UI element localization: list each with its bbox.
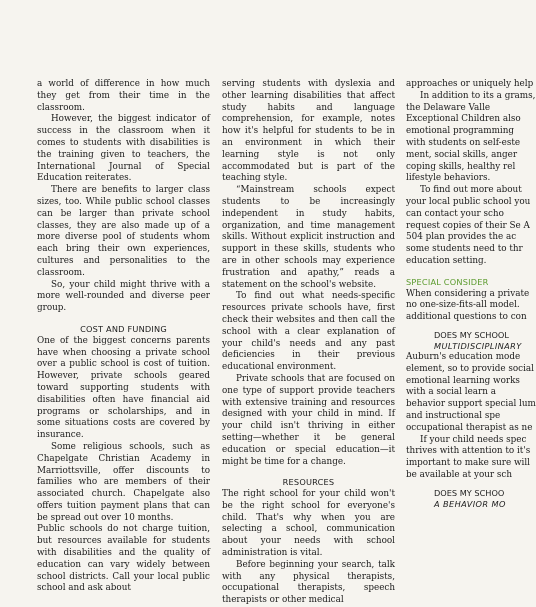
paragraph: If your child needs spec thrives with attention to it's important to make sure will be available at your sch	[406, 434, 531, 480]
text-column-middle	[222, 79, 395, 607]
paragraph: “Mainstream schools expect students to be increasingly independent in study habits, organization, and time management skills. Without explicit instruction and support in these skills, students who are in other schools may experience frustration and apathy,” reads a statement on the school's website.	[222, 185, 395, 290]
question-heading-line: DOES MY SCHOOL	[434, 329, 509, 340]
section-heading-special-considerations: SPECIAL CONSIDER	[406, 276, 489, 287]
section-heading-resources: RESOURCES	[282, 477, 335, 488]
section-heading-cost-and-funding: COST AND FUNDING	[80, 323, 167, 334]
paragraph: serving students with dyslexia and other learning disabilities that affect study habits and language comprehension, for example, notes how it's helpful for students to be in an environment in which their learning style is not only accommodated but is part of the teaching style.	[222, 79, 395, 184]
question-heading	[434, 330, 536, 352]
text-column-left	[37, 79, 210, 595]
paragraph: Some religious schools, such as Chapelgate Christian Academy in Marriottsville, offer discounts to families who are members of their associated church. Chapelgate also offers tuition payment plans that can be spread out over 10 months.	[37, 441, 210, 523]
question-heading	[434, 488, 536, 510]
paragraph: Before beginning your search, talk with any physical therapists, occupational therapists, speech therapists or other medical	[222, 559, 395, 606]
paragraph: Auburn's education mode element, so to provide social emotional learning works with a social learn a behavior support special lum and instructional spe occupational therapist as ne	[406, 351, 536, 433]
paragraph: To find out more about your local public school you can contact your scho request copies of their Se A 504 plan provides the ac some students need to thr education setting.	[406, 185, 531, 266]
question-heading-line: MULTIDISCIPLINARY	[434, 340, 522, 351]
text-column-right	[406, 79, 536, 510]
paragraph: Private schools that are focused on one type of support provide teachers with extensive training and resources designed with your child in mind. If your child isn't thriving in either setting—whether it be general education or special education—it might be time for a change.	[222, 373, 395, 467]
paragraph: There are benefits to larger class sizes, too. While public school classes can be larger than private school classes, they are also made up of a more diverse pool of students whom each bring their own experiences, cultures and personalities to the classroom.	[37, 185, 210, 278]
question-heading-line: DOES MY SCHOO	[434, 487, 505, 498]
paragraph: a world of difference in how much they get from their time in the classroom.	[37, 79, 210, 113]
paragraph: However, the biggest indicator of success in the classroom when it comes to students with disabilities is the training given to teachers, the International Journal of Special Education reiterates.	[37, 114, 210, 184]
paragraph: In addition to its a grams, the Delaware Valle Exceptional Children also emotional programming with students on self-este ment, social skills, anger coping skills, healthy rel lifestyle behaviors.	[406, 90, 536, 184]
paragraph: One of the biggest concerns parents have when choosing a private school over a public school is cost of tuition. However, private schools geared toward supporting students with disabilities often have financial aid programs or scholarships, and in some situations costs are covered by insurance.	[37, 335, 210, 441]
question-heading-line: A BEHAVIOR MO	[434, 498, 506, 509]
paragraph: approaches or uniquely help	[406, 79, 534, 89]
paragraph: When considering a private no one-size-fits-all model. additional questions to con	[406, 288, 530, 323]
paragraph: So, your child might thrive with a more well-rounded and diverse peer group.	[37, 279, 210, 314]
paragraph: Public schools do not charge tuition, but resources available for students with disabilities and the quality of education can vary widely between school districts. Call your local public school and ask about	[37, 524, 210, 594]
paragraph: The right school for your child won't be the right school for everyone's child. That's why when you are selecting a school, communication about your needs with school administration is vital.	[222, 489, 395, 559]
paragraph: To find out what needs-specific resources private schools have, first check their websites and then call the school with a clear explanation of your child's needs and any past deficiencies in their previous educational environment.	[222, 291, 395, 373]
